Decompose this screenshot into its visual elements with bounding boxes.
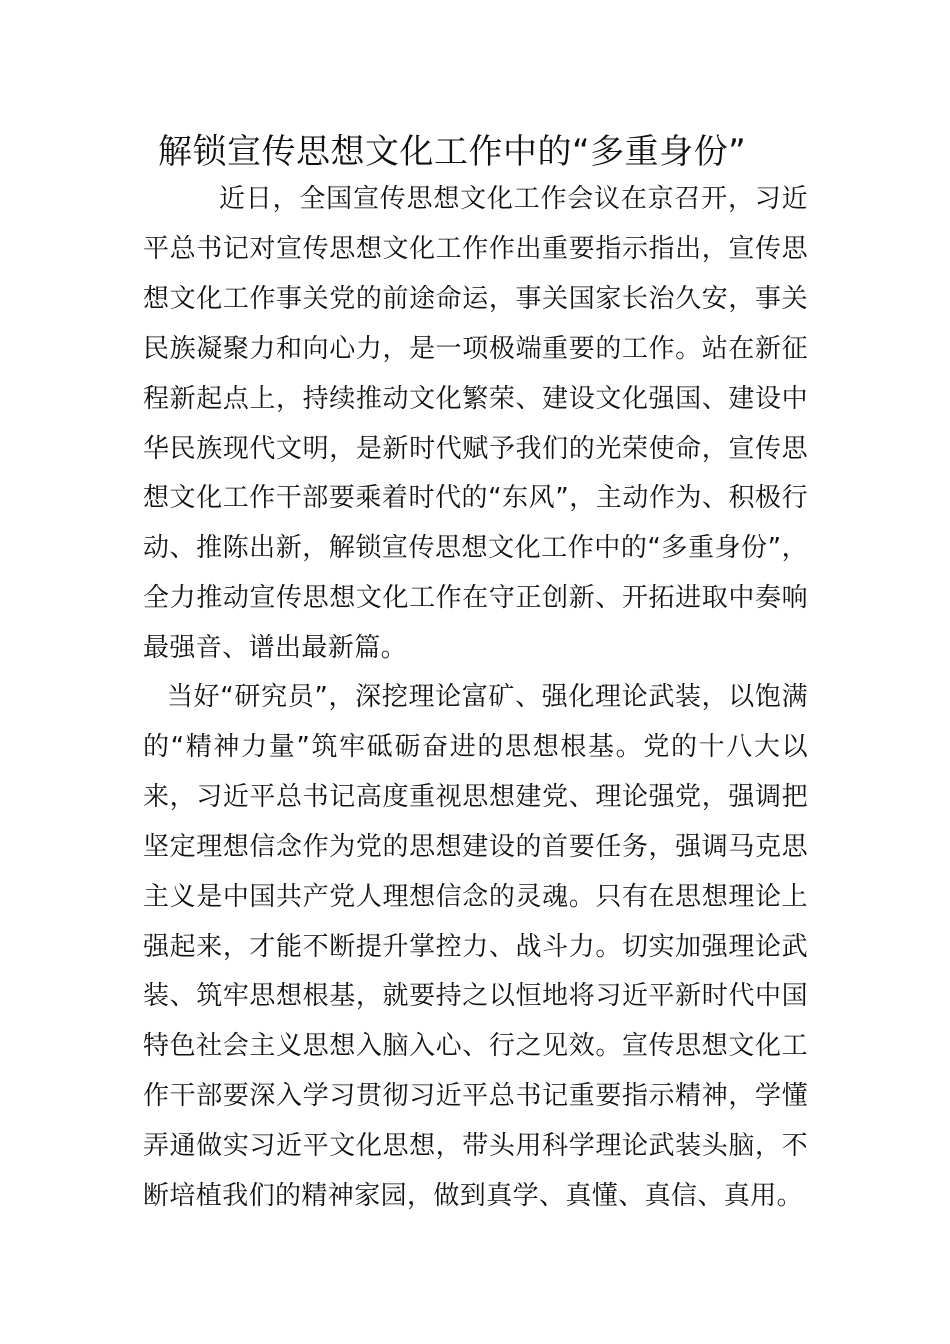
paragraph-intro: 近日，全国宣传思想文化工作会议在京召开，习近平总书记对宣传思想文化工作作出重要指示指出，宣传思想文化工作事关党的前途命运，事关国家长治久安，事关民族凝聚力和向心力，是一项极端重要的工作。站在新征程新起点上，持续推动文化繁荣、建设文化强国、建设中华民族现代文明，是新时代赋予我们的光荣使命，宣传思想文化工作干部要乘着时代的“东风”，主动作为、积极行动、推陈出新，解锁宣传思想文化工作中的“多重身份”，全力推动宣传思想文化工作在守正创新、开拓进取中奏响最强音、谱出最新篇。	[143, 184, 808, 664]
document-title: 解锁宣传思想文化工作中的“多重身份”	[158, 132, 747, 172]
paragraph-researcher: 当好“研究员”，深挖理论富矿、强化理论武装，以饱满的“精神力量”筑牢砥砺奋进的思想根基。党的十八大以来，习近平总书记高度重视思想建党、理论强党，强调把坚定理想信念作为党的思想建设的首要任务，强调马克思主义是中国共产党人理想信念的灵魂。只有在思想理论上强起来，才能不断提升掌控力、战斗力。切实加强理论武装、筑牢思想根基，就要持之以恒地将习近平新时代中国特色社会主义思想入脑入心、行之见效。宣传思想文化工作干部要深入学习贯彻习近平总书记重要指示精神，学懂弄通做实习近平文化思想，带头用科学理论武装头脑，不断培植我们的精神家园，做到真学、真懂、真信、真用。	[143, 682, 808, 1212]
